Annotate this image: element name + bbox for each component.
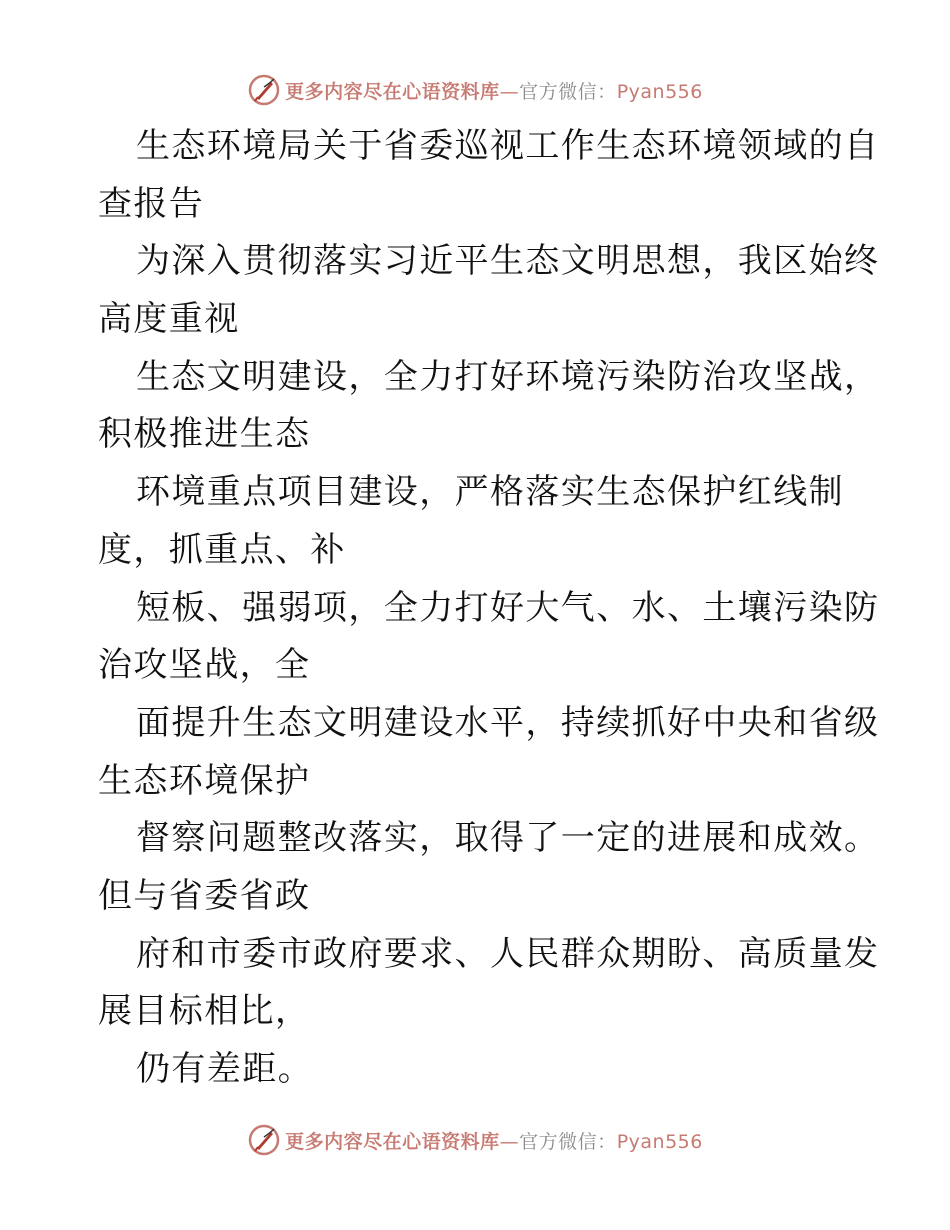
header-watermark	[0, 70, 950, 110]
document-line: 为深入贯彻落实习近平生态文明思想，我区始终	[136, 241, 880, 282]
document-line: 生态环境局关于省委巡视工作生态环境领域的自	[136, 126, 880, 166]
document-line: 度，抓重点、补	[98, 529, 346, 570]
document-line: 仍有差距。	[136, 1049, 313, 1089]
document-body	[98, 118, 880, 1099]
document-line: 治攻坚战，全	[98, 645, 311, 686]
watermark-wechat-id: Pyan556	[616, 80, 703, 103]
watermark-wechat-label: 官方微信：	[519, 1130, 617, 1153]
watermark-brand: 更多内容尽在心语资料库	[285, 80, 500, 103]
document-line: 查报告	[98, 183, 205, 224]
watermark-brand: 更多内容尽在心语资料库	[285, 1130, 500, 1153]
watermark-wechat-label: 官方微信：	[519, 80, 617, 103]
document-line: 督察问题整改落实，取得了一定的进展和成效。	[136, 818, 880, 859]
document-line: 面提升生态文明建设水平，持续抓好中央和省级	[136, 702, 880, 743]
watermark-separator: —	[499, 1130, 520, 1153]
document-line: 积极推进生态	[98, 414, 311, 455]
document-line: 但与省委省政	[98, 875, 311, 916]
footer-watermark	[0, 1120, 950, 1160]
feather-pen-logo-icon	[247, 1123, 281, 1157]
document-line: 展目标相比，	[98, 991, 311, 1032]
document-line: 生态环境保护	[98, 760, 311, 801]
document-line: 短板、强弱项，全力打好大气、水、土壤污染防	[136, 587, 880, 628]
document-line: 环境重点项目建设，严格落实生态保护红线制	[136, 472, 844, 513]
watermark-text	[285, 1127, 703, 1154]
watermark-text	[285, 77, 703, 104]
document-line: 生态文明建设，全力打好环境污染防治攻坚战，	[136, 356, 880, 397]
watermark-wechat-id: Pyan556	[616, 1130, 703, 1153]
document-line: 高度重视	[98, 299, 240, 340]
feather-pen-logo-icon	[247, 73, 281, 107]
watermark-separator: —	[499, 80, 520, 103]
document-line: 府和市委市政府要求、人民群众期盼、高质量发	[136, 933, 880, 974]
